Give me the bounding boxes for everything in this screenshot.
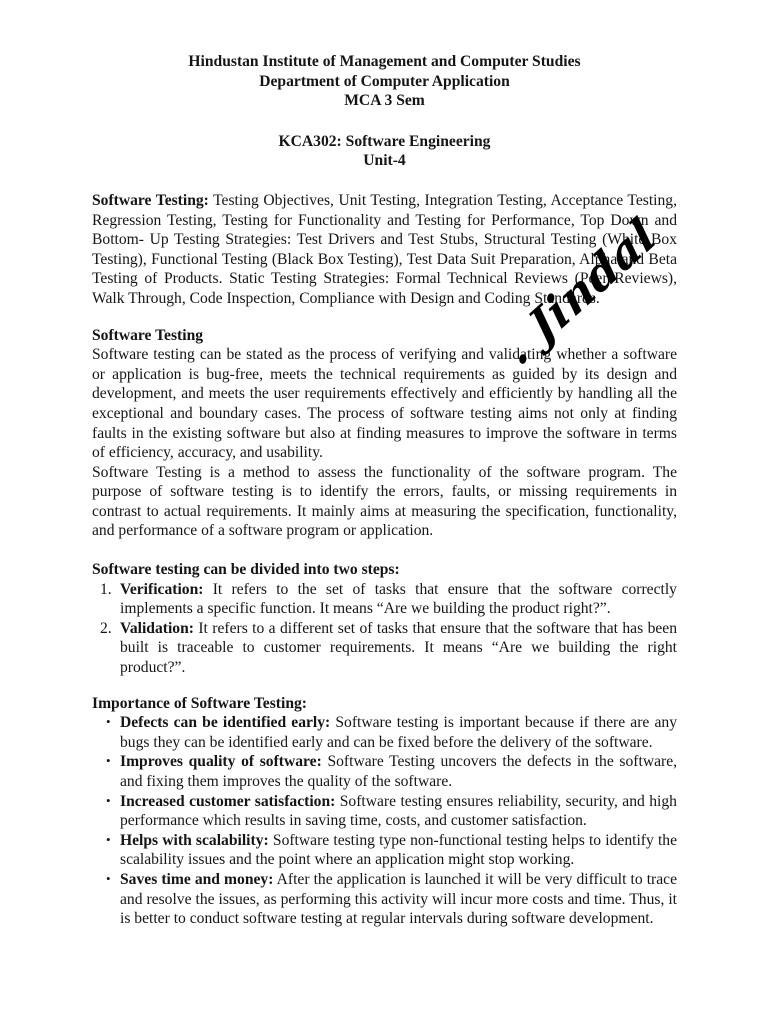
importance-heading: Importance of Software Testing:: [92, 694, 307, 712]
bullet-item-scalability: [92, 831, 677, 870]
signature-watermark: . Jindal: [494, 207, 666, 377]
overview-paragraph-1: Software testing can be stated as the process of verifying and validating whether a software or application is bug-free, meets the technical requirements as guided by its design and development, and meets the user requirements effectively and efficiently by handling all the exceptional and boundary cases. The process of software testing aims not only at finding faults in the existing software but also at finding measures to improve the software in terms of efficiency, accuracy, and usability.: [92, 346, 677, 462]
list-number: 1.: [100, 580, 112, 598]
bullet-item-body: Software testing ensures reliability, security, and high performance which results in saving time, costs, and customer satisfaction.: [120, 792, 677, 830]
bullet-item-lead: Helps with scalability:: [120, 831, 269, 849]
syllabus-lead: Software Testing:: [92, 191, 209, 209]
institute-name: Hindustan Institute of Management and Computer Studies: [188, 53, 581, 70]
overview-heading: Software Testing: [92, 326, 204, 344]
list-item-body: It refers to a different set of tasks that ensure that the software that has been built is traceable to customer requirements. It means “Are we building the right product?”.: [120, 619, 678, 677]
course-title: KCA302: Software Engineering: [278, 132, 491, 150]
bullet-icon: •: [106, 792, 111, 808]
bullet-item-defects-early: [92, 713, 677, 752]
bullet-item-lead: Defects can be identified early:: [120, 714, 331, 732]
bullet-item-lead: Improves quality of software:: [120, 753, 322, 771]
course-block: [92, 132, 677, 171]
syllabus-body: Testing Objectives, Unit Testing, Integration Testing, Acceptance Testing, Regression Testing, Testing for Functionality and Testing for Performance, Top Down and Bottom- Up Testing Strategies: Test Drivers and Test Stubs, Structural Testing (White Box Testing), Functional Testing (Black Box Testing), Test Data Suit Preparation, Alpha and Beta Testing of Products. Static Testing Strategies: Formal Technical Reviews (Peer Reviews), Walk Through, Code Inspection, Compliance with Design and Coding Standards.: [92, 191, 677, 307]
list-item-body: It refers to the set of tasks that ensure that the software correctly implements a specific function. It means “Are we building the product right?”.: [120, 580, 677, 618]
program-semester: MCA 3 Sem: [344, 92, 425, 110]
unit-title: Unit-4: [363, 152, 406, 170]
list-item-verification: [92, 580, 677, 619]
department-name: Department of Computer Application: [259, 72, 510, 90]
overview-paragraph-2: Software Testing is a method to assess the functionality of the software program. The purpose of software testing is to identify the errors, faults, or missing requirements in contrast to actual requirements. It mainly aims at measuring the specification, functionality, and performance of a software program or application.: [92, 463, 677, 540]
bullet-item-lead: Saves time and money:: [120, 870, 274, 888]
steps-heading: Software testing can be divided into two steps:: [92, 561, 400, 579]
bullet-icon: •: [106, 870, 111, 886]
list-item-lead: Verification:: [120, 580, 204, 598]
bullet-icon: •: [106, 831, 111, 847]
bullet-item-saves-time-money: [92, 870, 677, 929]
bullet-item-improves-quality: [92, 752, 677, 791]
bullet-item-body: Software testing type non-functional testing helps to identify the scalability issues and the point where an application might stop working.: [120, 831, 677, 869]
bullet-item-lead: Increased customer satisfaction:: [120, 792, 336, 810]
bullet-item-customer-satisfaction: [92, 792, 677, 831]
bullet-item-body: Software testing is important because if there are any bugs they can be identified early and can be fixed before the delivery of the software.: [120, 714, 677, 751]
syllabus-paragraph: [92, 191, 677, 309]
list-item-lead: Validation:: [120, 619, 194, 637]
document-header: [92, 52, 677, 171]
bullet-item-body: Software Testing uncovers the defects in the software, and fixing them improves the quality of the software.: [120, 753, 678, 790]
bullet-item-body: After the application is launched it will be very difficult to trace and resolve the issues, as performing this activity will incur more costs and time. Thus, it is better to conduct software testing at regular intervals during software development.: [120, 870, 677, 928]
bullet-icon: •: [106, 753, 111, 769]
list-number: 2.: [100, 619, 112, 637]
importance-list: [92, 713, 677, 929]
bullet-icon: •: [106, 714, 111, 730]
list-item-validation: [92, 619, 677, 678]
steps-list: [92, 580, 677, 678]
